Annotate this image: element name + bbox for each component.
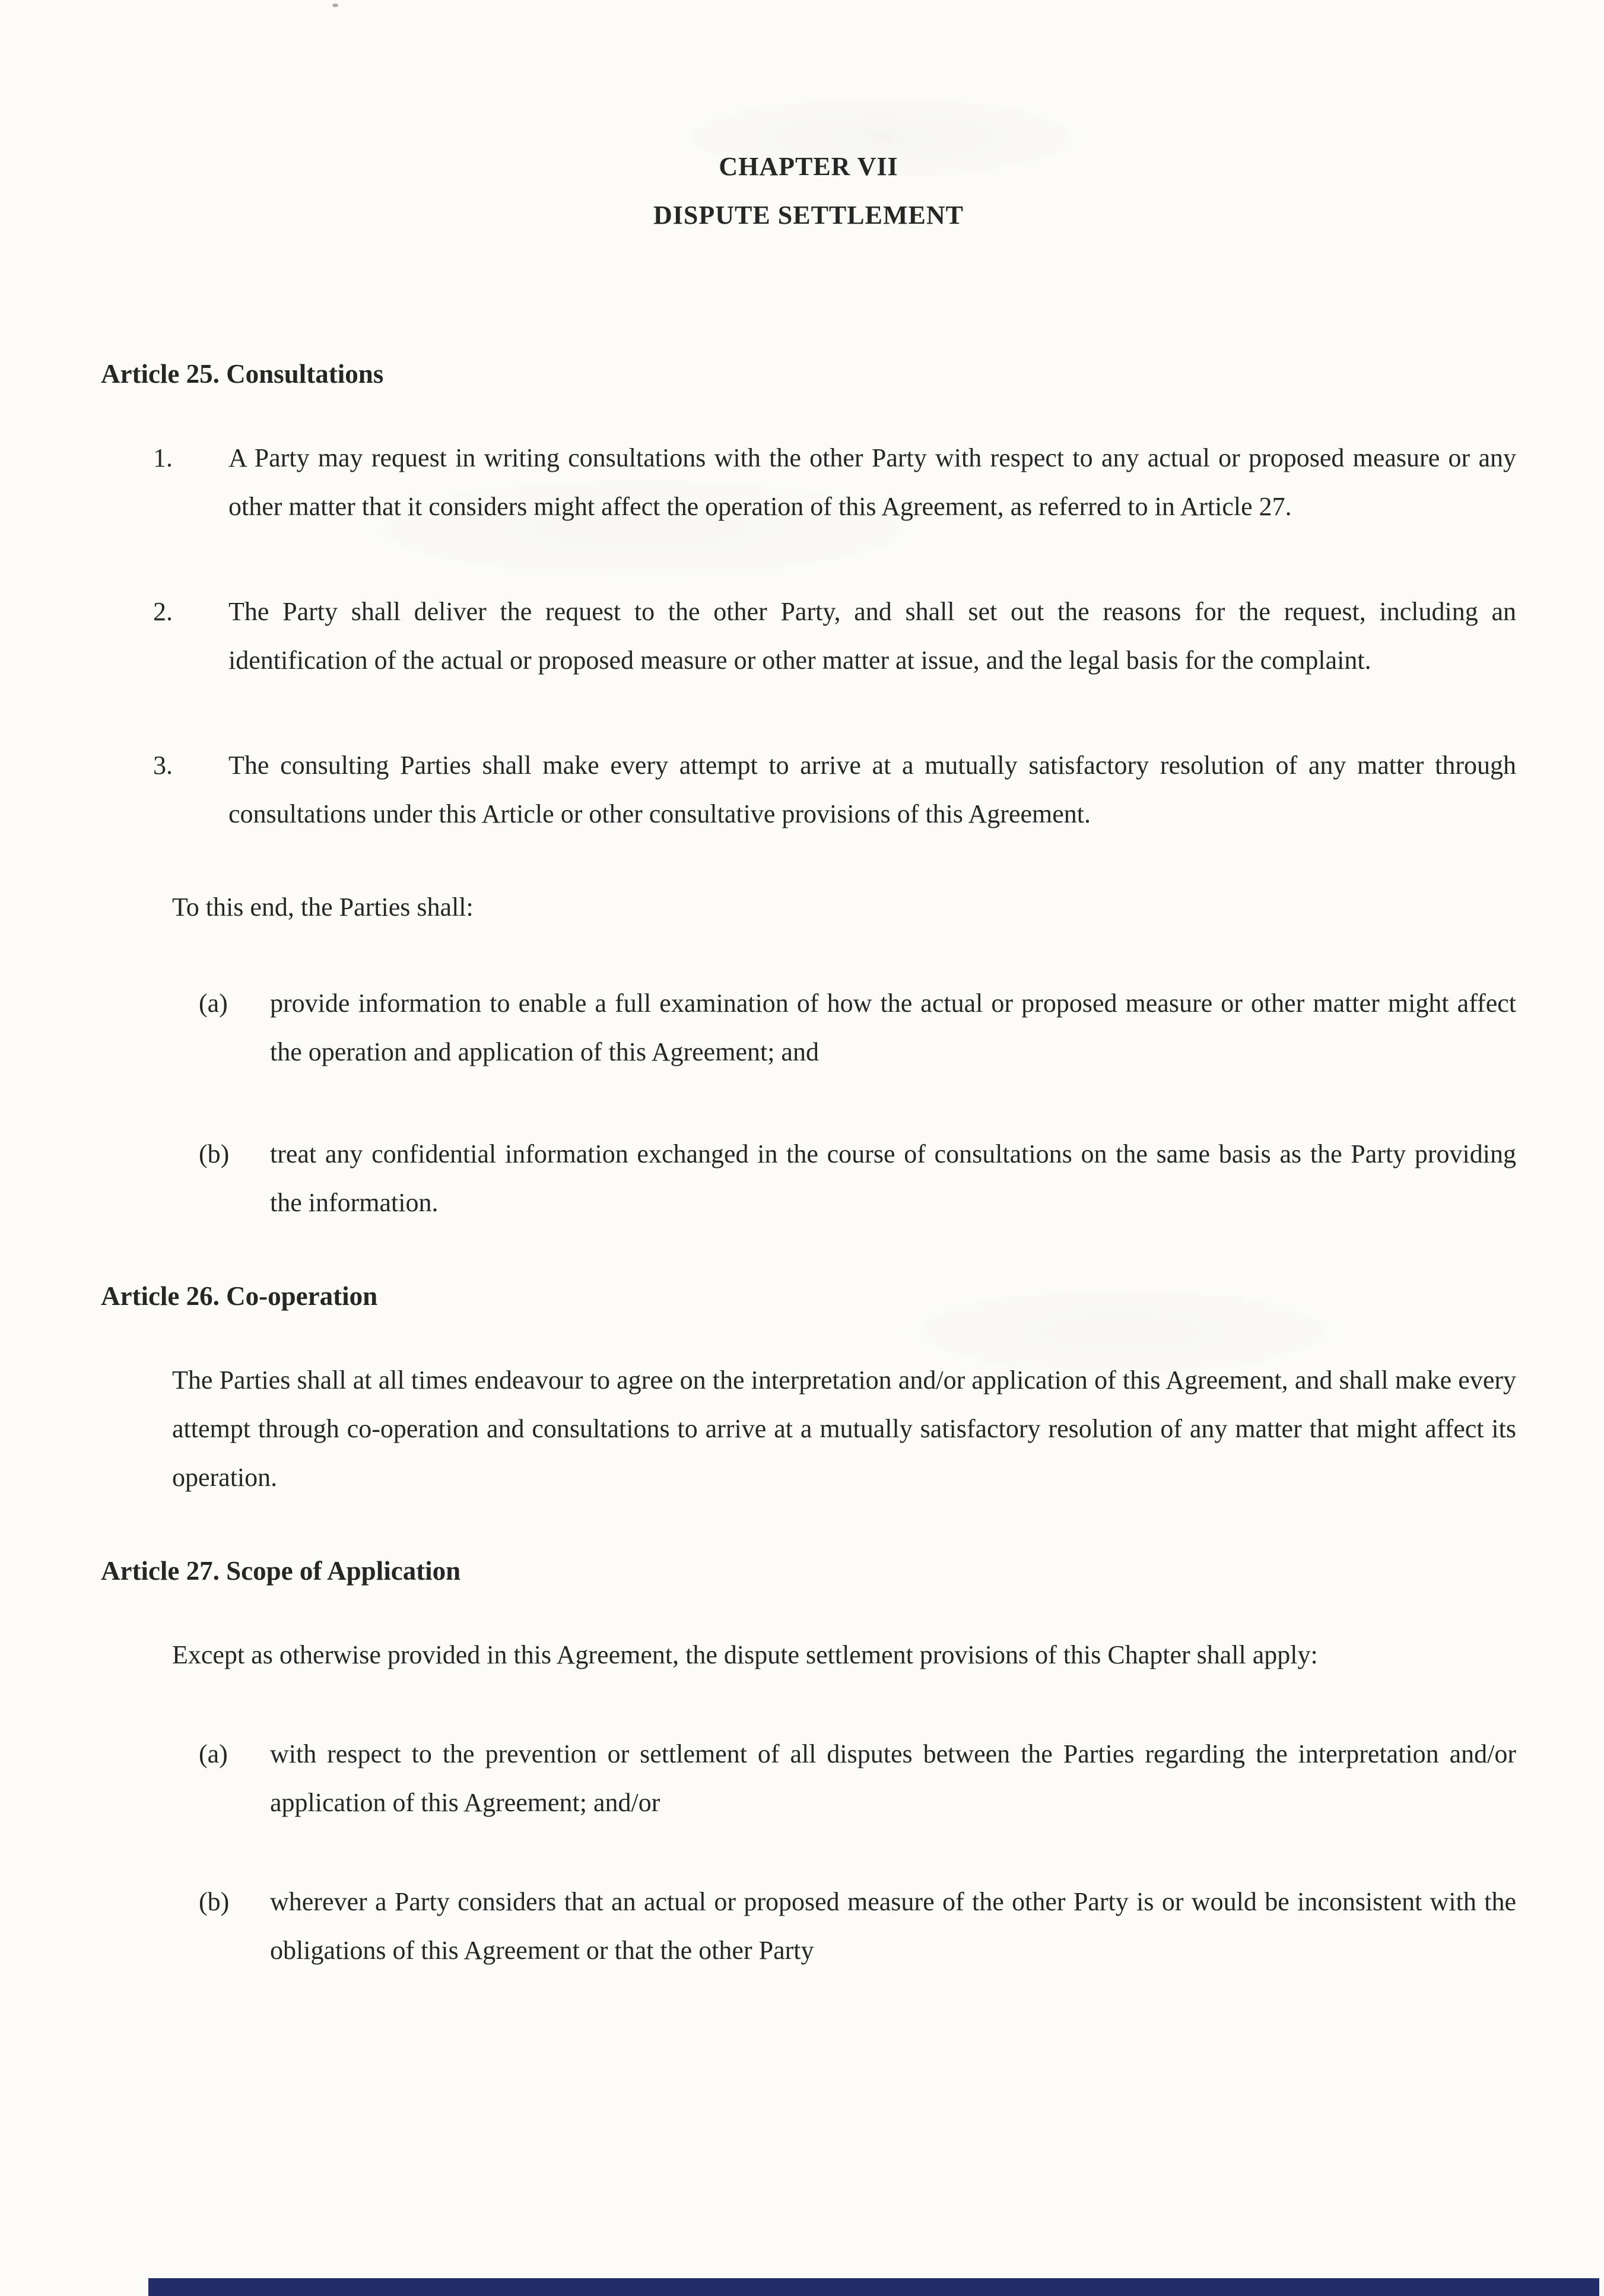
item-text: A Party may request in writing consultations with the other Party with respect to any actual or proposed measure or any other matter that it considers might affect the operation of this Agreement, as referred to in Article 27. — [228, 443, 1516, 521]
item-label: (b) — [199, 1887, 230, 1916]
numbered-item-2 — [153, 588, 1516, 685]
article-25-section — [101, 350, 1516, 1227]
numbered-item-3 — [153, 741, 1516, 839]
item-text: with respect to the prevention or settlement of all disputes between the Parties regarding the interpretation and/or application of this Agreement; and/or — [270, 1739, 1516, 1817]
article-27-body: Except as otherwise provided in this Agreement, the dispute settlement provisions of this Chapter shall apply: — [172, 1640, 1318, 1669]
lettered-item-b — [199, 1130, 1516, 1227]
item-text: The Party shall deliver the request to the other Party, and shall set out the reasons for the request, including an identification of the actual or proposed measure or other matter at issue, and the legal basis for the complaint. — [228, 597, 1516, 675]
article-27-heading: Article 27. Scope of Application — [101, 1556, 461, 1586]
lead-in-paragraph: To this end, the Parties shall: — [172, 893, 474, 922]
item-text: wherever a Party considers that an actual or proposed measure of the other Party is or would be inconsistent with the obligations of this Agreement or that the other Party — [270, 1887, 1516, 1965]
scan-bottom-edge-bar — [148, 2278, 1599, 2296]
item-text: treat any confidential information exchanged in the course of consultations on the same basis as the Party providing the information. — [270, 1139, 1516, 1217]
article-26-section — [101, 1272, 1516, 1502]
scan-speck — [332, 4, 338, 7]
article-25-heading: Article 25. Consultations — [101, 359, 384, 389]
item-label: (a) — [199, 989, 228, 1018]
item-text: The consulting Parties shall make every attempt to arrive at a mutually satisfactory resolution of any matter through consultations under this Article or other consultative provisions of this Agreement. — [228, 751, 1516, 828]
item-label: (a) — [199, 1739, 228, 1768]
article-26-heading: Article 26. Co-operation — [101, 1281, 378, 1311]
article-27-section — [101, 1546, 1516, 1975]
item-number: 2. — [153, 597, 173, 626]
chapter-heading — [101, 142, 1516, 240]
chapter-subtitle: DISPUTE SETTLEMENT — [653, 201, 964, 230]
lettered-item-a — [199, 979, 1516, 1076]
lettered-item-a — [199, 1730, 1516, 1827]
item-number: 3. — [153, 751, 173, 780]
item-label: (b) — [199, 1139, 230, 1168]
chapter-title: CHAPTER VII — [719, 152, 898, 181]
lettered-item-b — [199, 1878, 1516, 1975]
item-number: 1. — [153, 443, 173, 472]
item-text: provide information to enable a full examination of how the actual or proposed measure or other matter might affect the operation and application of this Agreement; and — [270, 989, 1516, 1066]
numbered-item-1 — [153, 434, 1516, 531]
article-26-body: The Parties shall at all times endeavour to agree on the interpretation and/or application of this Agreement, and shall make every attempt through co-operation and consultations to arrive at a mutually satisfactory resolution of any matter that might affect its operation. — [172, 1365, 1516, 1492]
